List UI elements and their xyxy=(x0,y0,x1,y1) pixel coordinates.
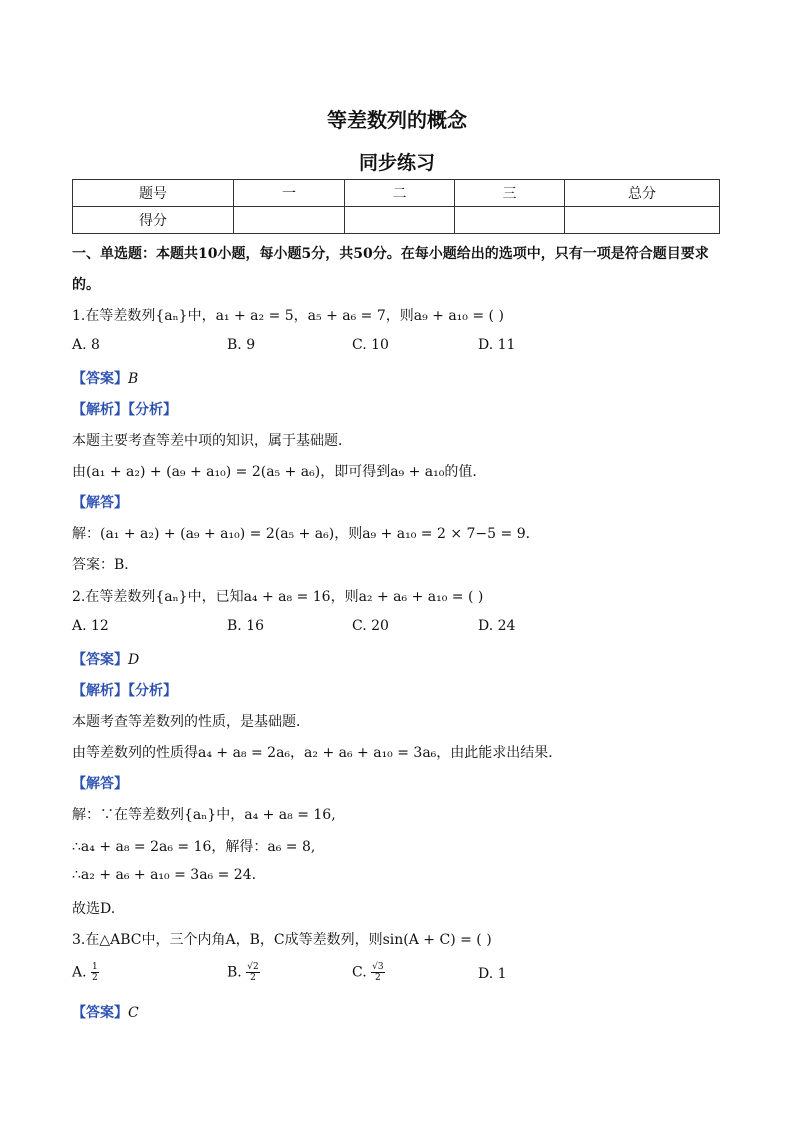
answer-label: 【答案】 xyxy=(72,1005,128,1021)
fraction xyxy=(91,962,99,983)
question-1-analysis-label: 【解析】【分析】 xyxy=(72,402,177,418)
question-1-solve-2: 答案：B． xyxy=(72,557,139,573)
table-row xyxy=(73,207,720,234)
question-2-option-b[interactable]: B. 16 xyxy=(227,618,265,634)
answer-value: C xyxy=(128,1005,139,1021)
question-1-option-b[interactable]: B. 9 xyxy=(227,337,256,353)
answer-label: 【答案】 xyxy=(72,652,128,668)
table-cell: 得分 xyxy=(73,207,234,234)
score-input-cell[interactable] xyxy=(234,207,345,234)
page-title: 等差数列的概念 xyxy=(327,108,467,132)
score-input-cell[interactable] xyxy=(345,207,455,234)
option-label: B. xyxy=(227,964,242,981)
option-label: A. xyxy=(72,964,87,981)
question-3-answer xyxy=(72,1002,139,1022)
question-1-option-c[interactable]: C. 10 xyxy=(352,337,389,353)
question-2-solve-2: ∴a₄ + a₈ = 2a₆ = 16，解得：a₆ = 8, xyxy=(72,839,316,855)
question-1-option-a[interactable]: A. 8 xyxy=(72,337,100,353)
question-1-answer xyxy=(72,368,138,388)
fraction-numerator: √2 xyxy=(247,962,259,972)
answer-value: D xyxy=(128,652,140,668)
table-cell: 一 xyxy=(234,180,345,207)
score-input-cell[interactable] xyxy=(455,207,565,234)
question-2-answer xyxy=(72,649,139,669)
fraction xyxy=(246,962,259,983)
score-table xyxy=(72,179,720,234)
table-row xyxy=(73,180,720,207)
page-subtitle: 同步练习 xyxy=(358,152,435,174)
section-heading: 一、单选题：本题共10小题，每小题5分，共50分。在每小题给出的选项中，只有一项是符合题目要求 xyxy=(72,246,709,262)
question-2-solve-label: 【解答】 xyxy=(72,776,128,792)
question-3-option-a[interactable] xyxy=(72,962,99,983)
question-2-option-d[interactable]: D. 24 xyxy=(478,618,516,634)
question-3-stem: 3.在△ABC中，三个内角A，B，C成等差数列，则sin(A + C) = ( ) xyxy=(72,932,492,948)
question-2-solve-1: 解：∵在等差数列{aₙ}中，a₄ + a₈ = 16, xyxy=(72,807,336,823)
question-2-option-a[interactable]: A. 12 xyxy=(72,618,109,634)
question-1-option-d[interactable]: D. 11 xyxy=(478,337,516,353)
table-cell: 总分 xyxy=(565,180,720,207)
question-3-option-d[interactable]: D. 1 xyxy=(478,966,507,982)
table-cell: 二 xyxy=(345,180,455,207)
answer-value: B xyxy=(128,371,139,387)
fraction-denominator: 2 xyxy=(374,973,381,983)
fraction xyxy=(371,962,384,983)
table-cell: 三 xyxy=(455,180,565,207)
question-3-option-c[interactable] xyxy=(352,962,385,983)
question-1-analysis-1: 本题主要考查等差中项的知识，属于基础题． xyxy=(72,433,352,449)
fraction-numerator: √3 xyxy=(372,962,384,972)
section-heading-cont: 的。 xyxy=(72,277,100,293)
fraction-denominator: 2 xyxy=(250,973,256,983)
option-label: C. xyxy=(352,964,367,981)
question-3-option-b[interactable] xyxy=(227,962,260,983)
question-2-analysis-1: 本题考查等差数列的性质，是基础题． xyxy=(72,714,310,730)
question-2-solve-4: 故选D. xyxy=(72,901,116,917)
question-2-option-c[interactable]: C. 20 xyxy=(352,618,389,634)
question-2-analysis-label: 【解析】【分析】 xyxy=(72,683,177,699)
fraction-denominator: 2 xyxy=(92,973,98,983)
answer-label: 【答案】 xyxy=(72,371,128,387)
table-cell: 题号 xyxy=(73,180,234,207)
question-2-solve-3: ∴a₂ + a₆ + a₁₀ = 3a₆ = 24. xyxy=(72,867,257,883)
question-2-stem: 2.在等差数列{aₙ}中，已知a₄ + a₈ = 16，则a₂ + a₆ + a₁₀ = ( ) xyxy=(72,589,484,605)
question-1-solve-label: 【解答】 xyxy=(72,495,128,511)
question-1-analysis-2: 由(a₁ + a₂) + (a₉ + a₁₀) = 2(a₅ + a₆)，即可得到a₉ + a₁₀的值． xyxy=(72,464,487,480)
fraction-numerator: 1 xyxy=(92,962,98,972)
question-1-stem: 1.在等差数列{aₙ}中，a₁ + a₂ = 5，a₅ + a₆ = 7，则a₉ + a₁₀ = ( ) xyxy=(72,308,504,324)
question-2-analysis-2: 由等差数列的性质得a₄ + a₈ = 2a₆，a₂ + a₆ + a₁₀ = 3a₆，由此能求出结果． xyxy=(72,745,563,761)
question-1-solve-1: 解：(a₁ + a₂) + (a₉ + a₁₀) = 2(a₅ + a₆)，则a₉ + a₁₀ = 2 × 7−5 = 9． xyxy=(72,526,540,542)
score-input-cell[interactable] xyxy=(565,207,720,234)
